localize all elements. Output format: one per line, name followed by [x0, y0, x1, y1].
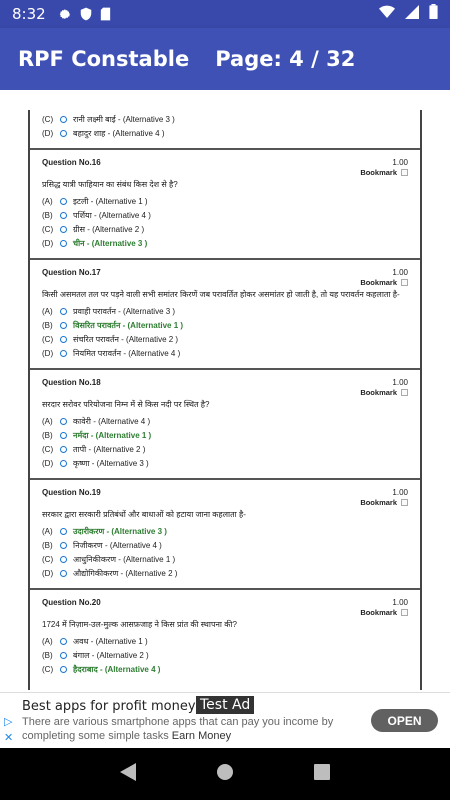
- option-row[interactable]: [42, 662, 408, 676]
- option-row[interactable]: [42, 634, 408, 648]
- question-number: Question No.17: [42, 268, 101, 277]
- option-label: (B): [42, 540, 53, 550]
- option-label: (C): [42, 664, 54, 674]
- sd-card-icon: [100, 7, 111, 21]
- option-radio[interactable]: [60, 556, 67, 563]
- option-radio[interactable]: [60, 638, 67, 645]
- app-bar: [0, 28, 450, 90]
- option-row[interactable]: [42, 304, 408, 318]
- option-radio[interactable]: [60, 652, 67, 659]
- option-text: बहादुर शाह - (Alternative 4 ): [73, 128, 165, 138]
- status-bar: [0, 0, 450, 28]
- option-row[interactable]: [42, 428, 408, 442]
- option-row[interactable]: [42, 414, 408, 428]
- option-radio[interactable]: [60, 212, 67, 219]
- question-text: 1724 में निज़ाम-उल-मुल्क आसफ़जाह ने किस प्रांत की स्थापना की?: [42, 620, 237, 629]
- ad-test-tag: Test Ad: [196, 696, 254, 714]
- ad-description-brand: Earn Money: [171, 730, 232, 742]
- option-label: (A): [42, 306, 53, 316]
- question-marks: 1.00: [392, 488, 408, 497]
- question-marks: 1.00: [392, 598, 408, 607]
- option-label: (D): [42, 568, 54, 578]
- option-label: (A): [42, 416, 53, 426]
- question-number: Question No.18: [42, 378, 101, 387]
- option-label: (D): [42, 348, 54, 358]
- option-label: (A): [42, 526, 53, 536]
- question-number: Question No.19: [42, 488, 101, 497]
- option-row[interactable]: [42, 222, 408, 236]
- option-text: अवध - (Alternative 1 ): [73, 636, 148, 646]
- ad-choices-icon[interactable]: ▷: [4, 716, 13, 728]
- question-header: [42, 158, 408, 167]
- question-block: [30, 368, 420, 478]
- option-radio[interactable]: [60, 432, 67, 439]
- option-radio[interactable]: [60, 336, 67, 343]
- bookmark-checkbox[interactable]: [401, 609, 408, 616]
- option-row[interactable]: [42, 346, 408, 360]
- option-text-correct: हैदराबाद - (Alternative 4 ): [73, 664, 161, 674]
- question-number: Question No.20: [42, 598, 101, 607]
- option-text-correct: चीन - (Alternative 3 ): [73, 238, 148, 248]
- option-row[interactable]: [42, 236, 408, 250]
- option-row[interactable]: [42, 566, 408, 580]
- carryover-options: [30, 110, 420, 148]
- option-text: नियमित परावर्तन - (Alternative 4 ): [73, 348, 181, 358]
- option-row[interactable]: [42, 126, 408, 140]
- bookmark-checkbox[interactable]: [401, 279, 408, 286]
- option-text: इटली - (Alternative 1 ): [73, 196, 148, 206]
- question-sheet-viewer[interactable]: [0, 90, 450, 690]
- option-label: (A): [42, 196, 53, 206]
- question-text: सरकार द्वारा सरकारी प्रतिबंधों और बाधाओं को हटाया जाना कहलाता है-: [42, 510, 246, 519]
- option-row[interactable]: [42, 112, 408, 126]
- option-text: निजीकरण - (Alternative 4 ): [73, 540, 162, 550]
- option-radio[interactable]: [60, 570, 67, 577]
- option-label: (B): [42, 430, 53, 440]
- question-number: Question No.16: [42, 158, 101, 167]
- battery-icon: [429, 4, 438, 24]
- option-radio[interactable]: [60, 116, 67, 123]
- question-block: [30, 258, 420, 368]
- option-radio[interactable]: [60, 240, 67, 247]
- option-row[interactable]: [42, 442, 408, 456]
- ad-open-button[interactable]: OPEN: [371, 709, 438, 732]
- bookmark-label: Bookmark: [360, 388, 397, 397]
- option-label: (A): [42, 636, 53, 646]
- option-label: (C): [42, 554, 54, 564]
- question-marks: 1.00: [392, 268, 408, 277]
- recents-icon[interactable]: [314, 764, 330, 785]
- option-text-correct: विसरित परावर्तन - (Alternative 1 ): [73, 320, 184, 330]
- option-text: औद्योगिकीकरण - (Alternative 2 ): [73, 568, 178, 578]
- shield-icon: [80, 7, 92, 21]
- bookmark-toggle[interactable]: [42, 608, 408, 617]
- option-label: (D): [42, 238, 54, 248]
- app-title: RPF Constable: [18, 47, 190, 71]
- question-text: सरदार सरोवर परियोजना निम्न में से किस नदी पर स्थित है?: [42, 400, 210, 409]
- option-row[interactable]: [42, 552, 408, 566]
- question-header: [42, 378, 408, 387]
- navigation-bar: [0, 748, 450, 800]
- option-radio[interactable]: [60, 418, 67, 425]
- option-row[interactable]: [42, 194, 408, 208]
- option-row[interactable]: [42, 208, 408, 222]
- option-text: ग्रीस - (Alternative 2 ): [73, 224, 145, 234]
- back-icon[interactable]: [120, 763, 136, 786]
- option-radio[interactable]: [60, 308, 67, 315]
- option-radio[interactable]: [60, 666, 67, 673]
- option-row[interactable]: [42, 318, 408, 332]
- option-radio[interactable]: [60, 226, 67, 233]
- option-label: (B): [42, 650, 53, 660]
- ad-close-icon[interactable]: ✕: [4, 732, 14, 744]
- option-radio[interactable]: [60, 446, 67, 453]
- option-text: तापी - (Alternative 2 ): [73, 444, 146, 454]
- option-text: रानी लक्ष्मी बाई - (Alternative 3 ): [73, 114, 175, 124]
- question-header: [42, 488, 408, 497]
- option-text: प्रवाही परावर्तन - (Alternative 3 ): [73, 306, 176, 316]
- bookmark-label: Bookmark: [360, 278, 397, 287]
- option-row[interactable]: [42, 456, 408, 470]
- question-marks: 1.00: [392, 378, 408, 387]
- option-text-correct: नर्मदा - (Alternative 1 ): [73, 430, 152, 440]
- option-label: (C): [42, 444, 54, 454]
- option-radio[interactable]: [60, 528, 67, 535]
- option-text: पर्शिया - (Alternative 4 ): [73, 210, 151, 220]
- option-radio[interactable]: [60, 198, 67, 205]
- option-label: (C): [42, 224, 54, 234]
- question-marks: 1.00: [392, 158, 408, 167]
- bookmark-checkbox[interactable]: [401, 389, 408, 396]
- status-time: 8:32: [12, 5, 46, 23]
- ad-description-text: There are various smartphone apps that can pay you income by completing some simple tasks: [22, 716, 334, 742]
- option-label: (B): [42, 210, 53, 220]
- question-block: [30, 588, 420, 684]
- option-radio[interactable]: [60, 130, 67, 137]
- option-label: (D): [42, 458, 54, 468]
- question-header: [42, 268, 408, 277]
- option-row[interactable]: [42, 648, 408, 662]
- bookmark-toggle[interactable]: [42, 498, 408, 507]
- option-text: संचरित परावर्तन - (Alternative 2 ): [73, 334, 179, 344]
- ad-title[interactable]: Best apps for profit money: [22, 699, 196, 714]
- bookmark-label: Bookmark: [360, 498, 397, 507]
- option-text: कृष्णा - (Alternative 3 ): [73, 458, 149, 468]
- option-row[interactable]: [42, 332, 408, 346]
- option-text: आधुनिकीकरण - (Alternative 1 ): [73, 554, 176, 564]
- bookmark-checkbox[interactable]: [401, 499, 408, 506]
- option-text-correct: उदारीकरण - (Alternative 3 ): [73, 526, 167, 536]
- bookmark-label: Bookmark: [360, 608, 397, 617]
- option-radio[interactable]: [60, 460, 67, 467]
- bookmark-label: Bookmark: [360, 168, 397, 177]
- option-label: (B): [42, 320, 53, 330]
- option-radio[interactable]: [60, 542, 67, 549]
- option-radio[interactable]: [60, 350, 67, 357]
- wifi-icon: [379, 5, 395, 24]
- gear-icon: [58, 7, 72, 21]
- bookmark-toggle[interactable]: [42, 388, 408, 397]
- option-text: बंगाल - (Alternative 2 ): [73, 650, 149, 660]
- option-label: (D): [42, 128, 54, 138]
- question-header: [42, 598, 408, 607]
- question-text: प्रसिद्ध यात्री फाहियान का संबंध किस देश से है?: [42, 180, 178, 189]
- option-row[interactable]: [42, 538, 408, 552]
- option-radio[interactable]: [60, 322, 67, 329]
- bookmark-toggle[interactable]: [42, 168, 408, 177]
- ad-description: [22, 715, 342, 743]
- question-block: [30, 478, 420, 588]
- home-icon[interactable]: [216, 763, 234, 786]
- bookmark-checkbox[interactable]: [401, 169, 408, 176]
- ad-banner[interactable]: [0, 692, 450, 748]
- question-block: [30, 148, 420, 258]
- bookmark-toggle[interactable]: [42, 278, 408, 287]
- option-label: (C): [42, 334, 54, 344]
- question-sheet: [28, 110, 422, 690]
- signal-icon: [405, 5, 419, 24]
- option-row[interactable]: [42, 524, 408, 538]
- question-text: किसी असमतल तल पर पड़ने वाली सभी समांतर किरणें जब परावर्तित होकर असमांतर हो जाती है, तो यह परावर्तन कहलाता है-: [42, 290, 400, 299]
- option-label: (C): [42, 114, 54, 124]
- option-text: कावेरी - (Alternative 4 ): [73, 416, 151, 426]
- page-indicator: Page: 4 / 32: [215, 47, 356, 71]
